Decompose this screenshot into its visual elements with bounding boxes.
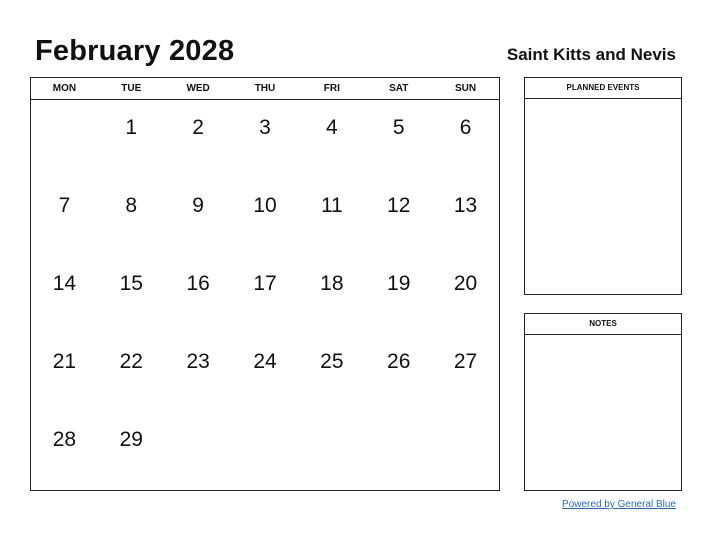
weekday-header-row bbox=[31, 78, 499, 100]
day-cell: 2 bbox=[192, 116, 204, 139]
weekday-sat: SAT bbox=[389, 83, 409, 94]
day-cell: 28 bbox=[52, 428, 77, 451]
day-cell: 20 bbox=[453, 272, 478, 295]
day-cell: 29 bbox=[119, 428, 143, 451]
day-cell: 23 bbox=[186, 350, 210, 373]
day-cell: 27 bbox=[453, 350, 478, 373]
day-cell: 6 bbox=[459, 116, 472, 139]
notes-heading: NOTES bbox=[525, 314, 681, 335]
day-cell bbox=[232, 412, 299, 490]
weekday-tue: TUE bbox=[121, 83, 142, 94]
day-cell: 17 bbox=[253, 272, 277, 295]
day-cell bbox=[165, 412, 232, 490]
planned-events-heading: PLANNED EVENTS bbox=[525, 78, 681, 99]
calendar-days bbox=[31, 100, 499, 490]
day-cell bbox=[298, 412, 365, 490]
day-cell: 10 bbox=[253, 194, 277, 217]
day-cell bbox=[365, 412, 432, 490]
day-cell: 22 bbox=[119, 350, 143, 373]
day-cell: 7 bbox=[58, 194, 71, 217]
weekday-sun: SUN bbox=[455, 83, 477, 94]
month-title: February 2028 bbox=[35, 35, 235, 67]
notes-panel bbox=[524, 313, 682, 491]
day-cell bbox=[432, 412, 499, 490]
day-cell: 3 bbox=[259, 116, 271, 139]
calendar-grid bbox=[30, 77, 500, 491]
day-cell: 21 bbox=[52, 350, 77, 373]
day-cell: 15 bbox=[119, 272, 143, 295]
weekday-fri: FRI bbox=[323, 83, 340, 94]
day-cell: 25 bbox=[320, 350, 344, 373]
day-cell: 1 bbox=[125, 116, 138, 139]
day-cell: 16 bbox=[186, 272, 210, 295]
day-cell: 24 bbox=[253, 350, 277, 373]
planned-events-panel bbox=[524, 77, 682, 295]
day-cell: 12 bbox=[387, 194, 411, 217]
weekday-mon: MON bbox=[52, 83, 77, 94]
day-cell: 9 bbox=[192, 194, 204, 217]
country-name: Saint Kitts and Nevis bbox=[506, 45, 676, 64]
day-cell: 11 bbox=[320, 194, 343, 217]
day-cell bbox=[31, 100, 98, 178]
powered-by-link[interactable]: Powered by General Blue bbox=[562, 499, 676, 510]
day-cell: 8 bbox=[125, 194, 138, 217]
day-cell: 4 bbox=[326, 116, 338, 139]
day-cell: 5 bbox=[392, 116, 405, 139]
day-cell: 13 bbox=[453, 194, 478, 217]
day-cell: 18 bbox=[320, 272, 344, 295]
day-cell: 26 bbox=[387, 350, 411, 373]
weekday-thu: THU bbox=[254, 83, 276, 94]
day-cell: 14 bbox=[52, 272, 77, 295]
weekday-wed: WED bbox=[186, 83, 210, 94]
day-cell: 19 bbox=[387, 272, 411, 295]
